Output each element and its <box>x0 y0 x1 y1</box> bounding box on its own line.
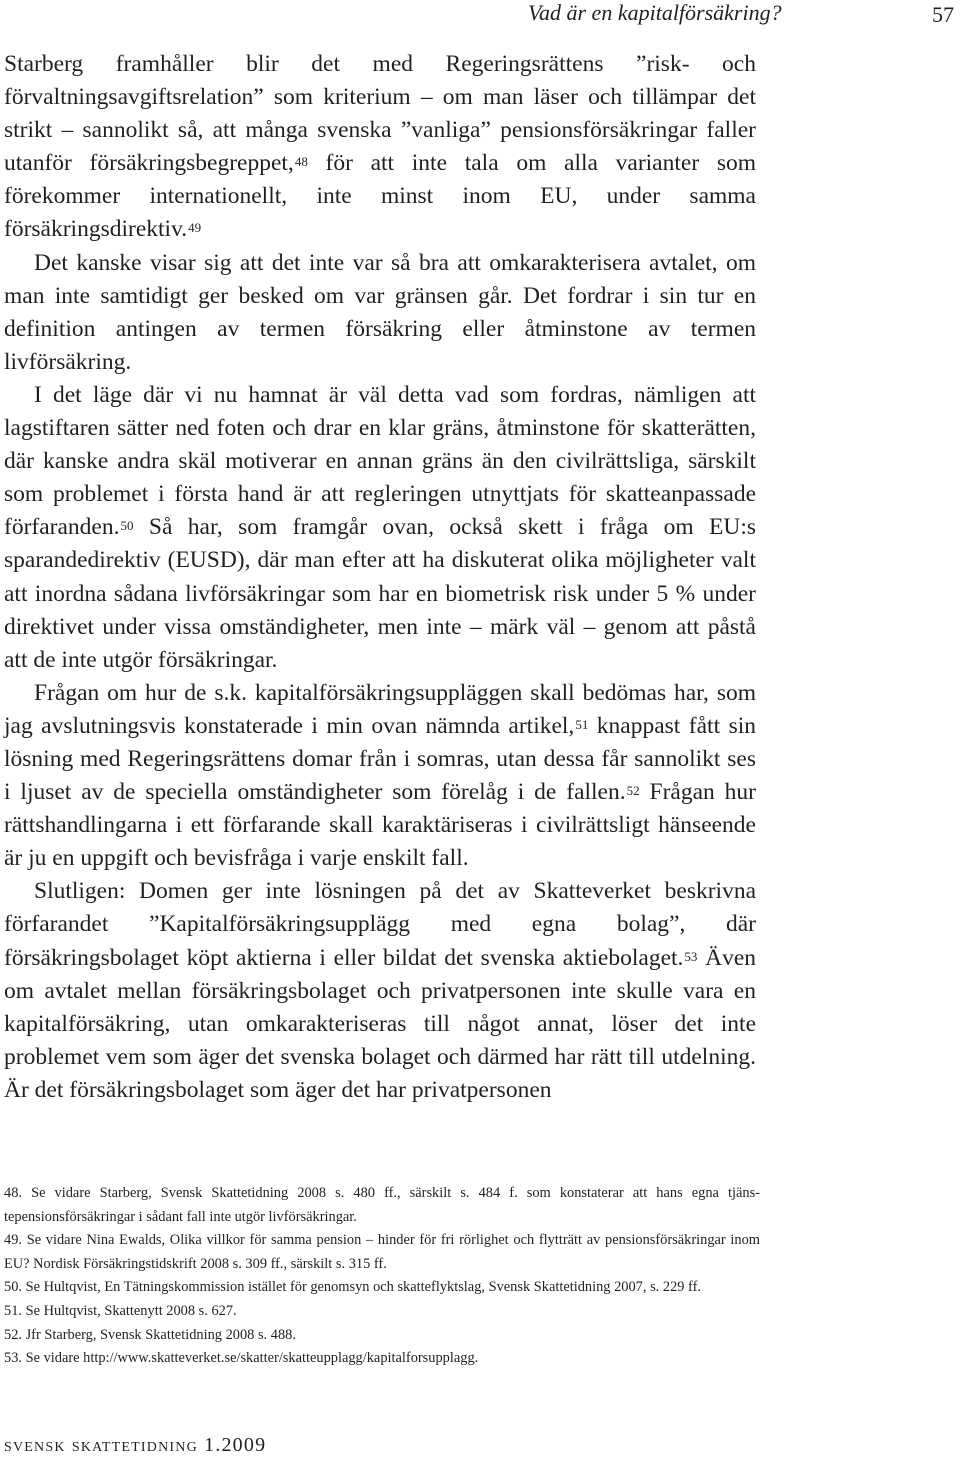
footnotes <box>4 1182 760 1371</box>
paragraph <box>4 247 756 379</box>
footnote-50: 50. Se Hultqvist, En Tätningskommission istället för genomsyn och skatteflyktslag, Svensk Skattetidning 2007, s. 229 ff. <box>4 1279 701 1296</box>
paragraph <box>4 875 756 1107</box>
paragraph <box>4 677 756 876</box>
paragraph-text: Även om avtalet mellan försäkringsbolaget och privatpersonen inte skulle vara en kapitalförsäkring, utan omkarakteriseras till något annat, löser det inte problemet vem som äger det svenska bolaget och därmed har rätt till utdelning. Är det försäkringsbolaget som äger det har privatpersonen <box>4 944 757 1103</box>
paragraph <box>4 48 756 247</box>
page-number: 57 <box>932 2 954 27</box>
footnote-48: 48. Se vidare Starberg, Svensk Skattetidning 2008 s. 480 ff., särskilt s. 484 f. som konstaterar att hans egna tjänstepensionsförsäkringar i sådant fall inte utgör livförsäkringar. <box>4 1185 760 1225</box>
footnote-reference: 52 <box>626 783 640 799</box>
running-header <box>0 0 960 30</box>
journal-footer: svensk skattetidning 1.2009 <box>4 1434 267 1456</box>
footnote-51: 51. Se Hultqvist, Skattenytt 2008 s. 627. <box>4 1302 237 1319</box>
running-title: Vad är en kapitalförsäkring? <box>528 0 782 25</box>
paragraph-text: Så har, som framgår ovan, också skett i fråga om EU:s sparandedirektiv (EUSD), där man efter att ha diskuterat olika möjligheter valt att inordna sådana livförsäkringar som har en biometrisk risk under 5 % under direktivet under vissa omständigheter, men inte – märk väl – genom att påstå att de inte utgör försäkringar. <box>4 514 756 673</box>
paragraph-text: för att inte tala om alla varianter som förekommer internationellt, inte minst inom EU, under samma försäkringsdirektiv. <box>4 150 757 243</box>
footnote-reference: 50 <box>120 518 134 534</box>
paragraph-text: Starberg framhåller blir det med Regeringsrättens ”risk- och förvaltningsavgiftsrelation” som kriterium – om man läser och tillämpar det strikt – sannolikt så, att många svenska ”vanliga” pensionsförsäkringar faller utanför försäkringsbegreppet, <box>4 51 756 177</box>
footnote-53: 53. Se vidare http://www.skatteverket.se/skatter/skatteupplagg/kapitalforsupplagg. <box>4 1350 479 1367</box>
footnote-reference: 53 <box>684 948 698 964</box>
footnote-reference: 48 <box>294 154 308 170</box>
paragraph-text: I det läge där vi nu hamnat är väl detta vad som fordras, nämligen att lagstiftaren sätter ned foten och drar en klar gräns, åtminstone för skatterätten, där kanske andra skäl motiverar en annan gräns än den civilrättsliga, särskilt som problemet i första hand är att regleringen utnyttjats för skatteanpassade förfaranden. <box>4 381 756 541</box>
article-body <box>4 48 756 1107</box>
paragraph-text: Frågan om hur de s.k. kapitalförsäkringsuppläggen skall bedömas har, som jag avslutningsvis konstaterade i min ovan nämnda artikel, <box>4 679 756 739</box>
footnote-reference: 49 <box>188 220 202 236</box>
paragraph-text: Det kanske visar sig att det inte var så bra att omkarakterisera avtalet, om man inte samtidigt ger besked om var gränsen går. Det fordrar i sin tur en definition antingen av termen försäkring eller åtminstone av termen livförsäkring. <box>4 249 756 375</box>
paragraph <box>4 379 756 677</box>
paragraph-text: Frågan hur rättshandlingarna i ett förfarande skall karaktäriseras i civilrättsligt hänseende är ju en uppgift och bevisfråga i varje enskilt fall. <box>4 779 756 872</box>
paragraph-text: knappast fått sin lösning med Regeringsrättens domar från i somras, utan dessa får sannolikt ses i ljuset av de speciella omständigheter som förelåg i de fallen. <box>4 712 757 806</box>
footnote-49: 49. Se vidare Nina Ewalds, Olika villkor för samma pension – hinder för fri rörlighet och flytträtt av pensionsförsäkringar inom EU? Nordisk Försäkringstidskrift 2008 s. 309 ff., särskilt s. 315 ff. <box>4 1232 760 1272</box>
paragraph-text: Slutligen: Domen ger inte lösningen på det av Skatteverket beskrivna förfarandet ”Kapitalförsäkringsupplägg med egna bolag”, där försäkringsbolaget köpt aktierna i eller bildat det svenska aktiebolaget. <box>4 878 756 971</box>
footnote-reference: 51 <box>575 716 589 732</box>
footnote-52: 52. Jfr Starberg, Svensk Skattetidning 2008 s. 488. <box>4 1326 296 1343</box>
